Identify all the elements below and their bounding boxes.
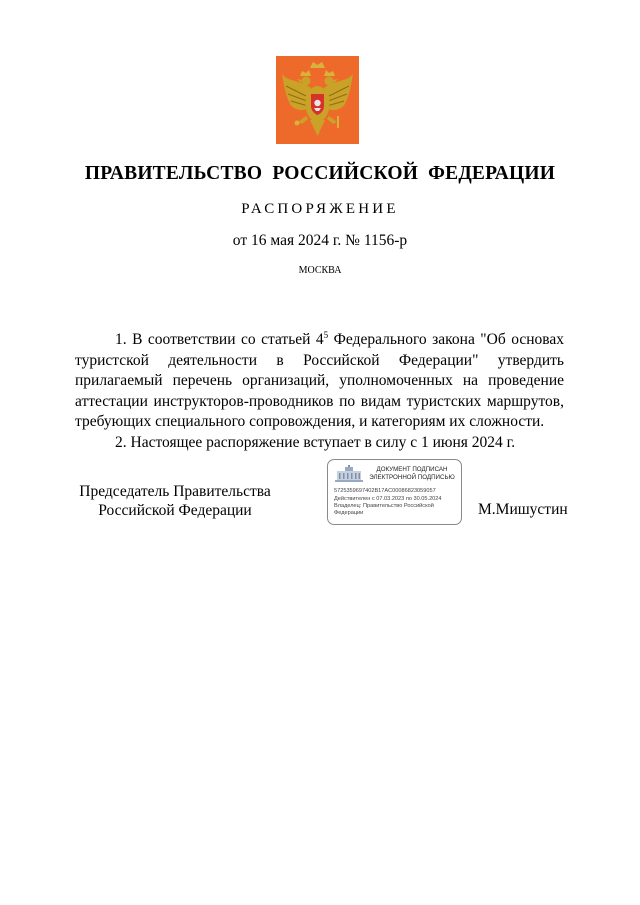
stamp-heading: [362, 466, 462, 482]
document-type: РАСПОРЯЖЕНИЕ: [241, 201, 399, 217]
paragraph-2: 2. Настоящее распоряжение вступает в силу с 1 июня 2024 г.: [115, 433, 516, 451]
signer-position-line-1: Председатель Правительства: [79, 483, 271, 500]
paragraph-1: [75, 330, 564, 433]
electronic-signature-stamp: [327, 459, 462, 525]
paragraph-1-prefix: 1. В соответствии со статьей 4: [115, 331, 324, 348]
certificate-serial: 5725359697402B17AC00086823059057: [334, 488, 436, 494]
document-date-number: от 16 мая 2024 г. № 1156-р: [232, 232, 408, 249]
signer-position-line-2: Российской Федерации: [98, 501, 252, 519]
signer-position: [70, 483, 280, 520]
paragraph-1-text: Федерального закона "Об основах туристской деятельности в Российской Федерации" утвердить прилагаемый перечень организаций, уполномоченных на проведение аттестации инструкторов-проводников по видам туристских маршрутов, требующих специального сопровождения, и категориям их сложности.: [75, 331, 565, 430]
article-superscript: 5: [323, 330, 329, 340]
government-building-icon: [334, 465, 364, 483]
coat-of-arms-icon: [276, 56, 359, 144]
stamp-heading-line-1: ДОКУМЕНТ ПОДПИСАН: [376, 466, 448, 473]
document-body: [75, 330, 564, 453]
stamp-heading-line-2: ЭЛЕКТРОННОЙ ПОДПИСЬЮ: [369, 474, 455, 481]
page-title: ПРАВИТЕЛЬСТВО РОССИЙСКОЙ ФЕДЕРАЦИИ: [84, 163, 556, 184]
signer-name: М.Мишустин: [478, 501, 568, 518]
certificate-owner: Владелец: Правительство Российской Федерации: [334, 503, 434, 516]
certificate-validity: Действителен с 07.03.2023 по 30.05.2024: [334, 496, 442, 502]
document-city: МОСКВА: [298, 265, 342, 276]
